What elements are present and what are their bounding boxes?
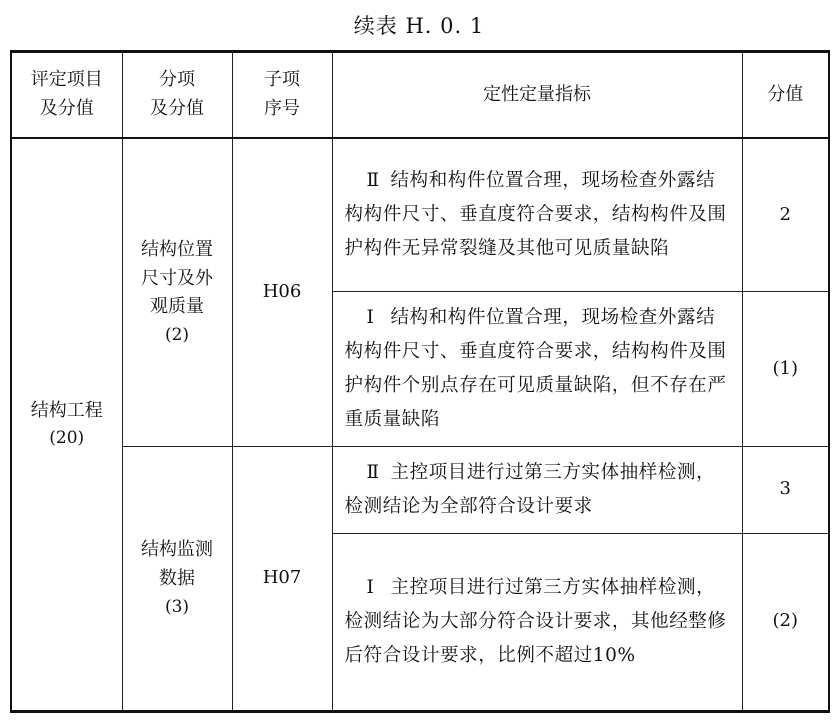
indicator-text: Ⅰ 主控项目进行过第三方实体抽样检测，检测结论为大部分符合设计要求，其他经整修后符合设计要求，比例不超过10% bbox=[332, 533, 742, 711]
indicator-text: Ⅰ 结构和构件位置合理，现场检查外露结构构件尺寸、垂直度符合要求，结构构件及围护构件个别点存在可见质量缺陷，但不存在严重质量缺陷 bbox=[332, 291, 742, 446]
grade-label: Ⅱ bbox=[366, 461, 380, 483]
evaluation-table bbox=[10, 50, 830, 713]
sequence-code: H06 bbox=[232, 138, 332, 446]
score-value: 3 bbox=[742, 446, 829, 533]
sub-item-cell: 结构位置 尺寸及外 观质量 (2) bbox=[122, 138, 232, 446]
header-item: 评定项目 及分值 bbox=[11, 52, 122, 139]
item-cell bbox=[11, 138, 122, 711]
grade-label: Ⅰ bbox=[366, 306, 375, 328]
header-sub-item: 分项 及分值 bbox=[122, 52, 232, 139]
header-sequence: 子项 序号 bbox=[232, 52, 332, 139]
item-name: 结构工程 bbox=[30, 399, 103, 421]
score-value: 2 bbox=[742, 138, 829, 291]
table-row bbox=[11, 446, 829, 533]
score-value: (2) bbox=[742, 533, 829, 711]
sub-item-cell: 结构监测 数据 (3) bbox=[122, 446, 232, 711]
grade-label: Ⅰ bbox=[366, 576, 375, 598]
item-score: (20) bbox=[49, 428, 85, 449]
header-row bbox=[11, 52, 829, 139]
score-value: (1) bbox=[742, 291, 829, 446]
table-caption: 续表 H. 0. 1 bbox=[353, 14, 485, 38]
grade-label: Ⅱ bbox=[366, 169, 380, 191]
table-row bbox=[11, 138, 829, 291]
header-indicator: 定性定量指标 bbox=[332, 52, 742, 139]
indicator-text: Ⅱ 结构和构件位置合理，现场检查外露结构构件尺寸、垂直度符合要求，结构构件及围护构件无异常裂缝及其他可见质量缺陷 bbox=[332, 138, 742, 291]
indicator-text: Ⅱ 主控项目进行过第三方实体抽样检测，检测结论为全部符合设计要求 bbox=[332, 446, 742, 533]
sequence-code: H07 bbox=[232, 446, 332, 711]
header-score: 分值 bbox=[742, 52, 829, 139]
